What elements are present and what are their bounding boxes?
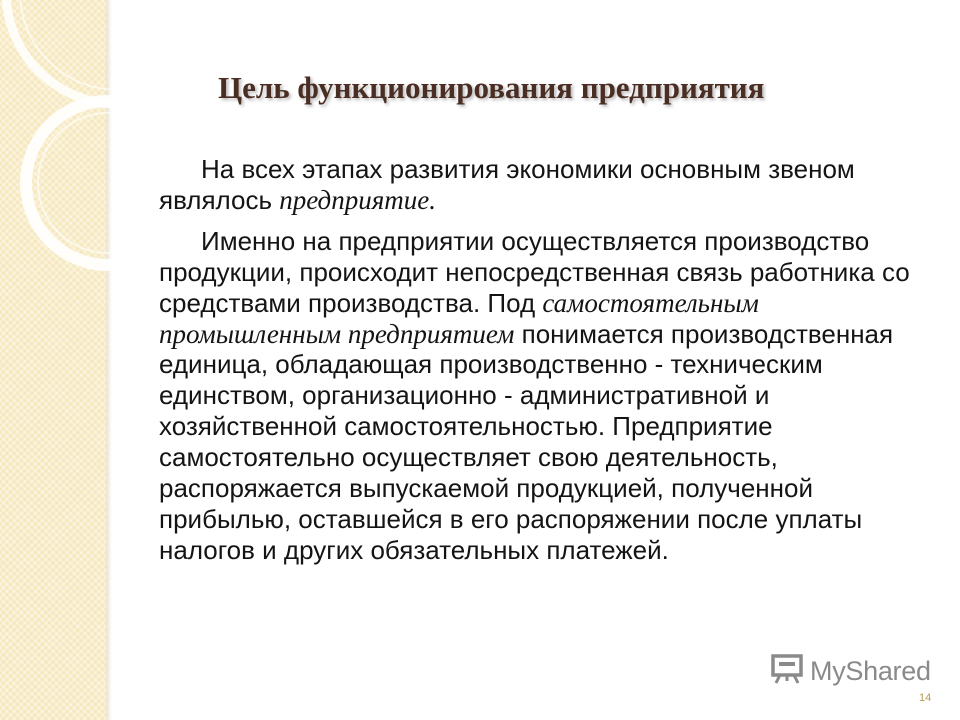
watermark-text: MyShared bbox=[810, 656, 931, 686]
page-number: 14 bbox=[919, 692, 932, 704]
side-band-edge bbox=[106, 0, 112, 720]
emphasized-text: самостоятельным промышленным предприятием bbox=[159, 287, 759, 349]
body-paragraph bbox=[159, 226, 939, 566]
body-paragraph bbox=[159, 154, 939, 216]
paragraph-text: На всех этапах развития экономики основным звеном являлось bbox=[159, 154, 855, 215]
paragraph-text: понимается производственная единица, обладающая производственно - техническим единством, организационно - административной и хозяйственной самостоятельностью. Предприятие самостоятельно осуществляет свою деятельность, распоряжается выпускаемой продукцией, полученной прибылью, оставшейся в его распоряжении после уплаты налогов и других обязательных платежей. bbox=[159, 318, 894, 565]
paragraph-text: Именно на предприятии осуществляется производство продукции, происходит непосредственная связь работника со средствами производства. Под bbox=[159, 225, 910, 318]
presentation-board-icon bbox=[770, 654, 804, 689]
watermark bbox=[770, 654, 931, 689]
slide-title: Цель функционирования предприятия bbox=[218, 70, 765, 105]
emphasized-text: предприятие. bbox=[279, 184, 437, 215]
slide-body bbox=[159, 154, 939, 566]
decorative-side-band bbox=[0, 0, 106, 720]
